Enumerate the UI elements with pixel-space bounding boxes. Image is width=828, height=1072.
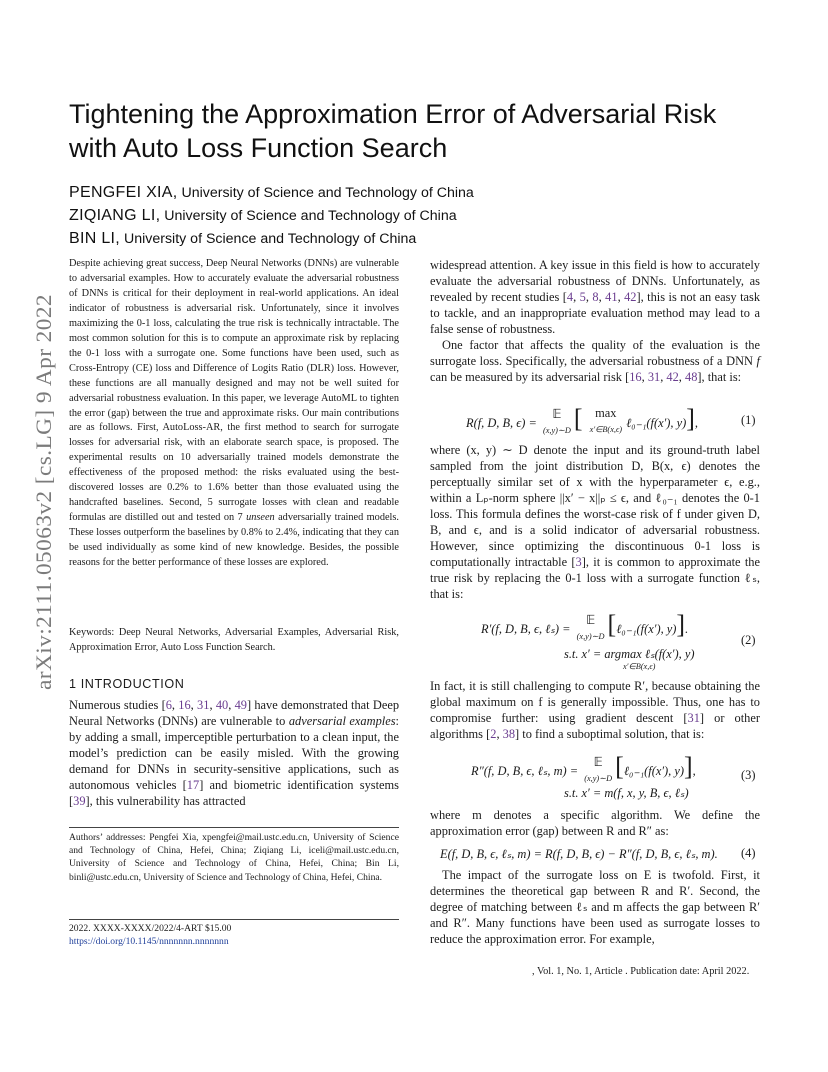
intro-text: ], this vulnerability has attracted — [85, 794, 246, 808]
body-text: widespread attention. A key issue in this field is how to accurately evaluate the adversarial robustness of DNNs. Unfortunately, as revealed by recent studies [ — [430, 258, 760, 304]
keywords — [69, 626, 399, 656]
right-paragraph-3 — [430, 442, 760, 602]
body-text: ], that is: — [697, 370, 742, 384]
citation-link[interactable]: 17 — [186, 778, 200, 792]
body-text: One factor that affects the quality of the evaluation is the surrogate loss. Specifically, the adversarial robustness of a DNN — [430, 338, 760, 368]
equation-1-number: (1) — [741, 413, 756, 427]
eq-max — [590, 406, 622, 436]
body-text: can be measured by its adversarial risk [ — [430, 370, 630, 384]
math-symbol: f — [756, 354, 760, 368]
citation-link[interactable]: 16 — [629, 370, 642, 384]
intro-text: ] have demonstrated that Deep Neural Networks (DNNs) are vulnerable to — [69, 698, 400, 728]
author-name: PENGFEI XIA, — [69, 184, 178, 201]
right-bracket: ] — [686, 404, 695, 433]
body-text: The impact of the surrogate loss on E is twofold. First, it determines the theoretical gap between R and R′. Second, the degree of matching between ℓₛ and m affects the gap between R′ and R″. Many functions have been used as surrogate losses to reduce the approximation error. For example, — [430, 868, 760, 946]
abstract-text: Despite achieving great success, Deep Neural Networks (DNNs) are vulnerable to adversarial examples. How to accurately evaluate the adversarial robustness of DNNs is critical for their deployment in real-world applications. An ideal indicator of robustness is adversarial risk. Unfortunately, since it involves maximizing the 0-1 loss, calculating the true risk is technically intractable. The most common solution for this is to compute an approximate risk by replacing the 0-1 loss with a surrogate one. Some functions have been used, such as Cross-Entropy (CE) loss and Difference of Logits Ratio (DLR) loss. However, these functions are all manually designed and may not be well suited for adversarial robustness evaluation. In this paper, we leverage AutoML to tighten the error (gap) between the true and approximate risks. Our main contributions are as follows. First, AutoLoss-AR, the first method to search for surrogate losses for adversarial risk, with an elaborate search space, is proposed. The experimental results on 10 adversarially trained models demonstrate the effectiveness of the proposed method: the risks evaluated using the best-discovered losses are 0.2% to 1.6% better than those evaluated using the handcrafted baselines. Second, 5 surrogate losses with clean and readable formulas are distilled out and tested on 7 — [69, 258, 399, 524]
arxiv-identifier: arXiv:2111.05063v2 [cs.LG] 9 Apr 2022 — [31, 308, 56, 690]
equation-2-constraint — [564, 646, 694, 662]
author-affiliation: University of Science and Technology of China — [120, 231, 417, 247]
expectation-subscript: (x,y)∼D — [576, 632, 605, 641]
page-footer: , Vol. 1, No. 1, Article . Publication date: April 2022. — [532, 966, 750, 977]
footnote-divider — [69, 827, 399, 828]
intro-text: Numerous studies [ — [69, 698, 166, 712]
eq-constraint: s.t. x′ = argmax ℓₛ(f(x′), y) — [564, 647, 695, 661]
keywords-text: Keywords: Deep Neural Networks, Adversarial Examples, Adversarial Risk, Approximation Error, Auto Loss Function Search. — [69, 627, 399, 653]
copyright-line: 2022. XXXX-XXXX/2022/4-ART $15.00 — [69, 923, 232, 934]
eq-lhs: R″(f, D, B, ϵ, ℓₛ, m) = — [471, 764, 579, 778]
citation-link[interactable]: 39 — [73, 794, 86, 808]
citation-link[interactable]: 48 — [685, 370, 698, 384]
title-line-1: Tightening the Approximation Error of Adversarial Risk — [69, 99, 717, 129]
right-paragraph-4: In fact, it is still challenging to compute R′, because obtaining the global maximum on f is generally impossible. Thus, one has to compromise further: using gradient descent [31] or other algorithms [2, 38] to find a suboptimal solution, that is: — [430, 679, 760, 741]
expectation-symbol: 𝔼 — [593, 755, 603, 769]
left-bracket: [ — [607, 610, 617, 639]
body-text: In fact, it is still challenging to compute R′, because obtaining the global maximum on f is generally impossible. Thus, one has to compromise further: using gradient descent [ — [430, 679, 760, 725]
equation-3-constraint — [564, 785, 689, 801]
body-text: ], it is common to approximate the true risk by replacing the 0-1 loss with a surrogate function ℓₛ, that is: — [430, 555, 760, 601]
eq-lhs: R(f, D, B, ϵ) = — [466, 416, 537, 430]
citation-link[interactable]: 40 — [215, 698, 229, 712]
eq-lhs: R′(f, D, B, ϵ, ℓₛ) = — [481, 622, 571, 636]
eq-expectation — [584, 754, 612, 785]
citation-link[interactable]: 5 — [579, 290, 586, 304]
arxiv-side-stamp — [19, 290, 65, 690]
eq-body: E(f, D, B, ϵ, ℓₛ, m) = R(f, D, B, ϵ) − R″(f, D, B, ϵ, ℓₛ, m). — [440, 847, 718, 861]
body-text: ], this is not an easy task to tackle, and an inappropriate evaluation method may lead to a false sense of robustness. — [430, 290, 761, 336]
citation-link[interactable]: 31 — [647, 370, 661, 384]
intro-text: ] and biometric identification systems [ — [69, 778, 399, 808]
body-text: ] or other algorithms [ — [430, 711, 760, 741]
expectation-subscript: (x,y)∼D — [584, 774, 613, 783]
equation-2-constraint-subscript: x′∈B(x,ϵ) — [623, 662, 656, 671]
right-bracket: ] — [683, 752, 693, 781]
abstract — [69, 257, 399, 571]
author-3 — [69, 229, 416, 249]
citation-link[interactable]: 31 — [197, 698, 210, 712]
author-affiliation: University of Science and Technology of China — [177, 185, 474, 201]
citation-link[interactable]: 4 — [566, 290, 574, 304]
eq-punct: , — [694, 416, 699, 430]
author-name: ZIQIANG LI, — [69, 207, 161, 224]
right-paragraph-1: widespread attention. A key issue in this field is how to accurately evaluate the adversarial robustness of DNNs. Unfortunately, as revealed by recent studies [4, 5, 8, 41, 42], this is not an easy task to tackle, and an inappropriate evaluation method may lead to a false sense of robustness. One factor that affects the quality of the evaluation is the surrogate loss. Specifically, the adversarial robustness of a DNN f can be measured by its adversarial risk [16, 31, 42, 48], that is: — [430, 258, 761, 384]
eq-punct: . — [685, 622, 689, 636]
abstract-emphasis: unseen — [246, 512, 275, 524]
citation-link[interactable]: 42 — [666, 370, 679, 384]
expectation-symbol: 𝔼 — [552, 407, 562, 421]
citation-link[interactable]: 31 — [687, 711, 700, 725]
doi-link[interactable]: https://doi.org/10.1145/nnnnnnn.nnnnnnn — [69, 936, 229, 947]
eq-expectation — [543, 406, 571, 437]
citation-link[interactable]: 38 — [502, 727, 516, 741]
citation-link[interactable]: 16 — [178, 698, 191, 712]
citation-link[interactable]: 41 — [605, 290, 618, 304]
equation-4 — [440, 846, 718, 862]
right-paragraph-6 — [430, 867, 760, 947]
left-bracket: [ — [615, 752, 624, 781]
body-text: where m denotes a specific algorithm. We define the approximation error (gap) between R and R″ as: — [430, 808, 760, 838]
left-bracket: [ — [573, 404, 583, 433]
citation-link[interactable]: 2 — [490, 727, 497, 741]
eq-body: ℓ₀₋₁(f(x′), y) — [626, 416, 687, 430]
body-text: where (x, y) ∼ D denote the input and its ground-truth label sampled from the joint distribution D, B(x, ϵ) denotes the perceptually similar set of x with the hyperparameter ϵ, e.g., within a Lₚ-norm sphere ||x′ − x||ₚ ≤ ϵ, and ℓ₀₋₁ denotes the 0-1 loss. This formula defines the worst-case risk of f under given D, B, and ϵ, and is a solid indicator of adversarial robustness. However, since optimizing the discontinuous 0-1 loss is computationally intractable [ — [430, 443, 760, 569]
citation-link[interactable]: 42 — [624, 290, 637, 304]
equation-3-number: (3) — [741, 768, 756, 782]
intro-emphasis: adversarial examples — [288, 714, 396, 728]
section-heading-introduction: 1 INTRODUCTION — [69, 677, 185, 691]
abstract-text-end: adversarially trained models. These losses outperform the baselines by 0.8% to 2.4%, indicating that they can be used individually as some kind of new knowledge. Besides, the possible reasons for the better performance of these losses are explored. — [69, 512, 399, 569]
eq-body: ℓ₀₋₁(f(x′), y) — [616, 622, 677, 636]
equation-1 — [466, 406, 698, 437]
author-1 — [69, 183, 474, 203]
author-2 — [69, 206, 457, 226]
paper-title — [69, 97, 729, 165]
citation-link[interactable]: 8 — [592, 290, 599, 304]
citation-link[interactable]: 49 — [234, 698, 247, 712]
title-line-2: with Auto Loss Function Search — [69, 133, 448, 163]
expectation-symbol: 𝔼 — [586, 613, 596, 627]
eq-constraint: s.t. x′ = m(f, x, y, B, ϵ, ℓₛ) — [564, 786, 689, 800]
author-affiliation: University of Science and Technology of China — [160, 208, 457, 224]
max-subscript: x′∈B(x,ϵ) — [589, 425, 623, 434]
expectation-subscript: (x,y)∼D — [542, 426, 571, 435]
equation-4-number: (4) — [741, 846, 756, 860]
equation-3 — [471, 754, 696, 785]
copyright-divider — [69, 919, 399, 920]
equation-2 — [481, 612, 688, 643]
intro-paragraph: Numerous studies [6, 16, 31, 40, 49] have demonstrated that Deep Neural Networks (DNNs) are vulnerable to adversarial examples: by adding a small, imperceptible perturbation to a clean input, the model’s prediction can be easily misled. With the growing demand for DNNs in security-sensitive applications, such as autonomous vehicles [17] and biometric identification systems [39], this vulnerability has attracted — [69, 698, 400, 808]
citation-link[interactable]: 3 — [575, 555, 582, 569]
max-operator: max — [595, 406, 617, 420]
body-text: ] to find a suboptimal solution, that is: — [515, 727, 705, 741]
intro-text: : by adding a small, imperceptible perturbation to a clean input, the model’s prediction can be easily misled. With the growing demand for DNNs in security-sensitive applications, such as autonomous vehicles [ — [69, 714, 399, 792]
author-name: BIN LI, — [69, 230, 121, 247]
eq-body: ℓ₀₋₁(f(x′), y) — [623, 764, 684, 778]
author-addresses-footnote: Authors’ addresses: Pengfei Xia, xpengfei@mail.ustc.edu.cn, University of Science and Technology of China, Hefei, China; Ziqiang Li, iceli@mail.ustc.edu.cn, University of Science and Technology of China, Hefei, China; Bin Li, binli@ustc.edu.cn, University of Science and Technology of China, Hefei, China. — [69, 832, 399, 883]
eq-punct: , — [692, 764, 696, 778]
citation-link[interactable]: 6 — [165, 698, 172, 712]
eq-expectation — [577, 612, 605, 643]
right-bracket: ] — [676, 610, 686, 639]
right-paragraph-5 — [430, 807, 760, 839]
equation-2-number: (2) — [741, 633, 756, 647]
